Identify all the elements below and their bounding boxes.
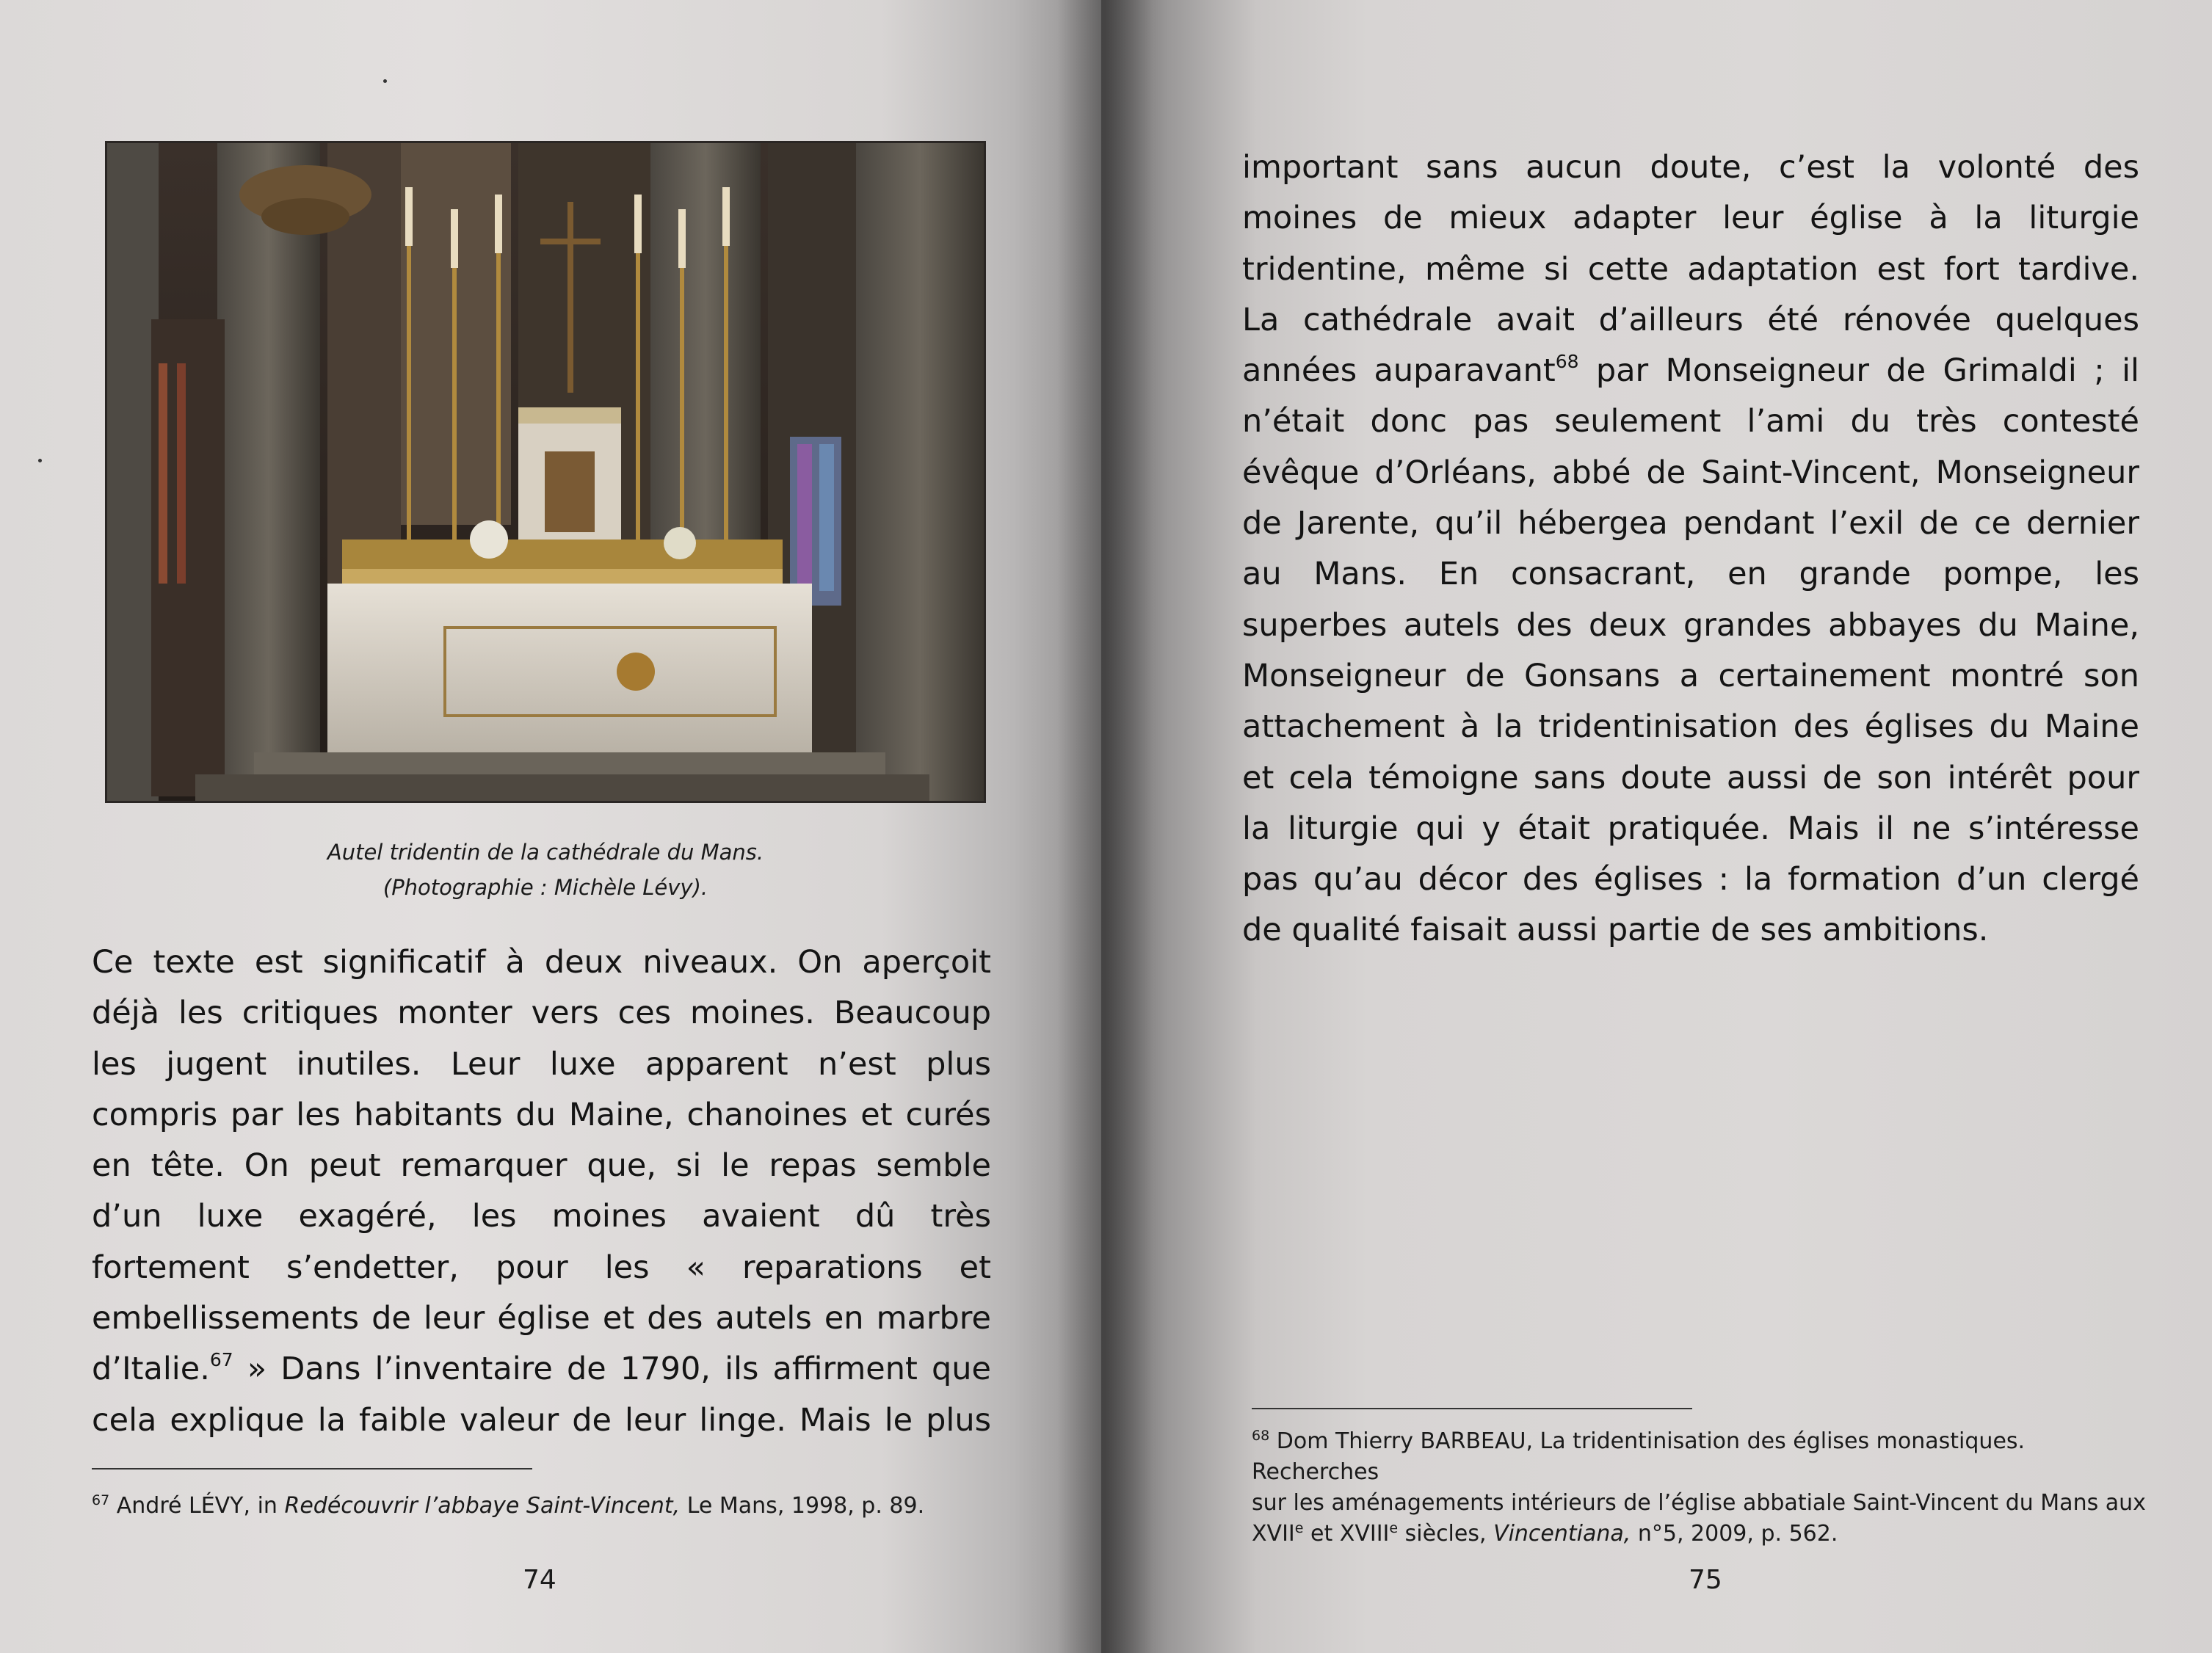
right-body-text	[1242, 142, 2139, 956]
text-line: de qualité faisait aussi partie de ses ambitions.	[1242, 912, 1989, 949]
footnote-text: Dom Thierry BARBEAU, La tridentinisation des églises monastiques. Recherches	[1252, 1428, 2026, 1485]
paper-speck	[38, 459, 42, 462]
footnote-reference-68[interactable]: 68	[1555, 351, 1579, 373]
footnote-text: n°5, 2009, p. 562.	[1631, 1521, 1838, 1547]
footnote-line	[1252, 1519, 2155, 1550]
footnote-reference-67[interactable]: 67	[209, 1349, 233, 1371]
century-numeral: et XVIII	[1303, 1521, 1390, 1547]
footnote-68	[1252, 1426, 2155, 1550]
text-line: superbes autels des deux grandes abbayes du Maine,	[1242, 606, 2139, 644]
superscript-e: e	[1389, 1520, 1399, 1536]
text-line: de Jarente, qu’il hébergea pendant l’exil de ce dernier	[1242, 505, 2139, 542]
footnote-line	[1252, 1426, 2155, 1488]
paper-speck	[383, 79, 387, 83]
footnote-line: sur les aménagements intérieurs de l’église abbatiale Saint-Vincent du Mans aux	[1252, 1490, 2146, 1516]
text-fragment: années auparavant	[1242, 352, 1556, 390]
footnote-divider	[1252, 1408, 1692, 1409]
superscript-e: e	[1294, 1520, 1304, 1536]
photo-caption-line-2: (Photographie : Michèle Lévy).	[382, 875, 708, 900]
text-line: pas qu’au décor des églises : la formation d’un clergé	[1242, 861, 2139, 898]
footnote-text: siècles,	[1398, 1521, 1494, 1547]
text-fragment: par Monseigneur de Grimaldi ; il	[1578, 352, 2139, 390]
text-line: la liturgie qui y était pratiquée. Mais il ne s’intéresse	[1242, 810, 2139, 847]
footnote-number: 67	[92, 1492, 110, 1508]
text-line: n’était donc pas seulement l’ami du très contesté	[1242, 403, 2139, 440]
text-line: les jugent inutiles. Leur luxe apparent n’est plus	[92, 1045, 991, 1083]
page-number-right: 75	[1689, 1565, 1722, 1595]
text-line: embellissements de leur église et des autels en marbre	[92, 1300, 991, 1337]
page-number-left: 74	[523, 1565, 556, 1595]
text-line: important sans aucun doute, c’est la volonté des	[1242, 149, 2139, 186]
text-line: cela explique la faible valeur de leur linge. Mais le plus	[92, 1401, 991, 1439]
text-line: Ce texte est significatif à deux niveaux. On aperçoit	[92, 944, 991, 981]
footnote-number: 68	[1252, 1428, 1270, 1444]
text-line: évêque d’Orléans, abbé de Saint-Vincent, Monseigneur	[1242, 454, 2139, 491]
footnote-divider	[92, 1468, 532, 1469]
text-line: La cathédrale avait d’ailleurs été rénovée quelques	[1242, 301, 2139, 338]
text-line: au Mans. En consacrant, en grande pompe, les	[1242, 556, 2139, 593]
text-fragment: d’Italie.	[92, 1351, 210, 1388]
text-fragment: » Dans l’inventaire de 1790, ils affirment que	[247, 1351, 991, 1388]
left-body-text	[92, 937, 991, 1446]
journal-title: Vincentiana,	[1493, 1521, 1631, 1547]
text-line: déjà les critiques monter vers ces moines. Beaucoup	[92, 995, 991, 1032]
text-line: compris par les habitants du Maine, chanoines et curés	[92, 1096, 991, 1133]
text-line	[92, 1344, 991, 1395]
left-page	[0, 0, 1101, 1653]
footnote-author: André LÉVY, in	[116, 1493, 285, 1519]
footnote-67	[92, 1491, 995, 1522]
text-line: moines de mieux adapter leur église à la liturgie	[1242, 200, 2139, 237]
footnote-title: Redécouvrir l’abbaye Saint-Vincent,	[284, 1493, 681, 1519]
text-line: attachement à la tridentinisation des églises du Maine	[1242, 708, 2139, 746]
text-line: d’un luxe exagéré, les moines avaient dû très	[92, 1198, 991, 1235]
cathedral-altar-photo	[105, 141, 986, 803]
text-line: Monseigneur de Gonsans a certainement montré son	[1242, 657, 2139, 694]
footnote-details: Le Mans, 1998, p. 89.	[680, 1493, 925, 1519]
century-numeral: XVII	[1252, 1521, 1295, 1547]
text-line: en tête. On peut remarquer que, si le repas semble	[92, 1147, 991, 1185]
text-line: tridentine, même si cette adaptation est fort tardive.	[1242, 250, 2139, 288]
photo-caption-line-1: Autel tridentin de la cathédrale du Mans.	[327, 840, 764, 865]
text-line	[1242, 346, 2139, 396]
text-line: fortement s’endetter, pour les « reparations et	[92, 1249, 991, 1286]
text-line: et cela témoigne sans doute aussi de son intérêt pour	[1242, 759, 2139, 796]
